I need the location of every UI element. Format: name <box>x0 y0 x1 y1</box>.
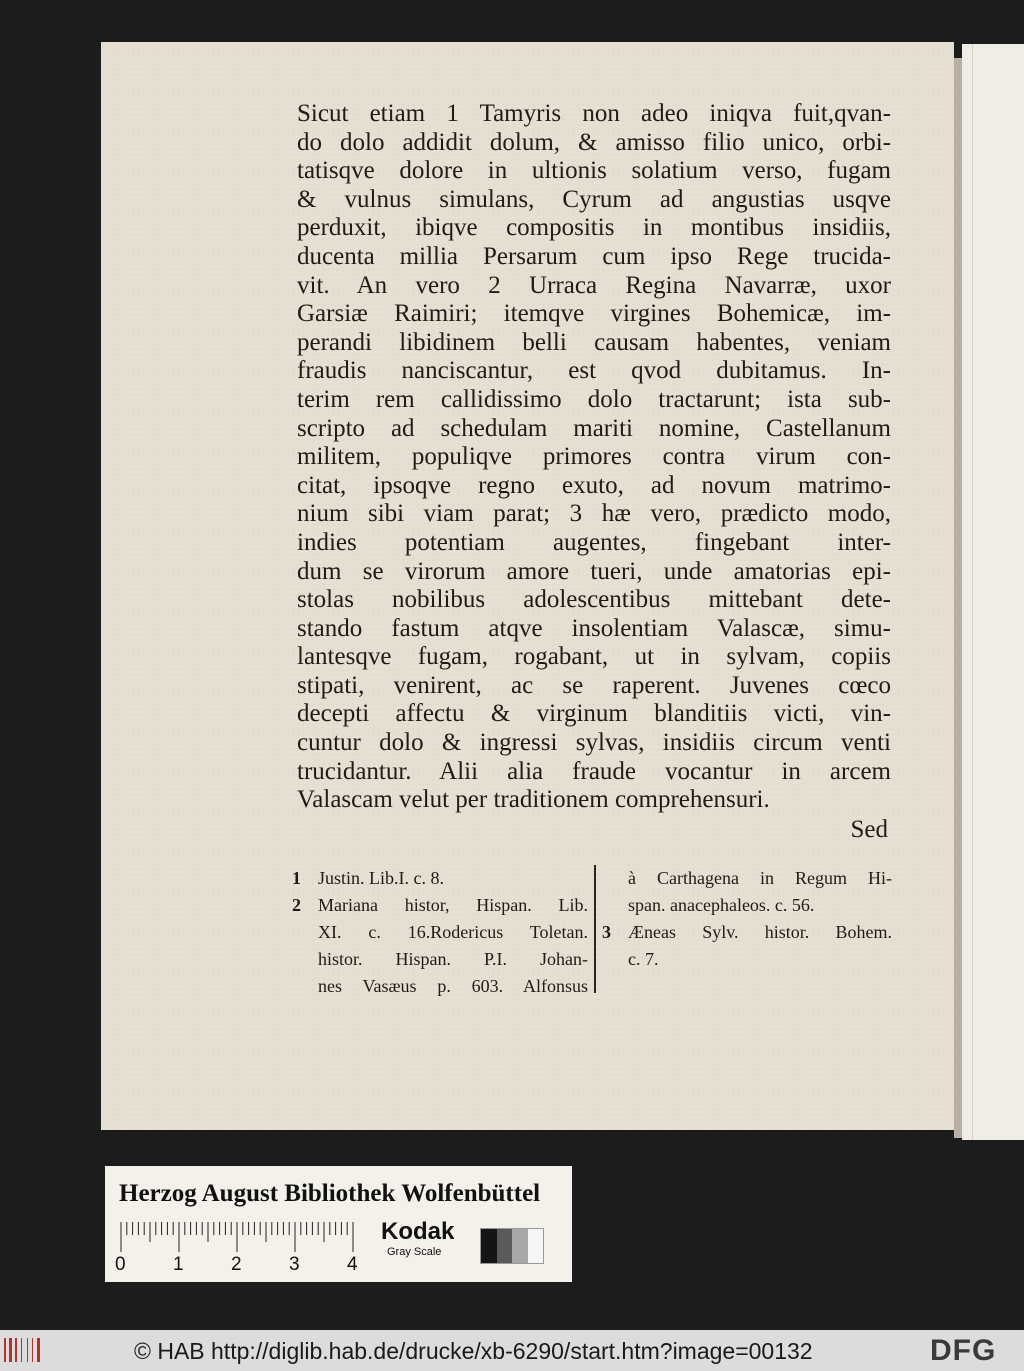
footnote-text: Justin. Lib.I. c. 8. <box>318 868 444 888</box>
text-line: do dolo addidit dolum, & amisso filio unico, orbi- <box>297 128 891 156</box>
ruler-label: 2 <box>231 1254 242 1275</box>
text-line: scripto ad schedulam mariti nomine, Castellanum <box>297 414 891 442</box>
text-line: citat, ipsoqve regno exuto, ad novum matrimo- <box>297 471 891 499</box>
barcode-logo-icon <box>4 1336 48 1364</box>
text-line: decepti affectu & virginum blanditiis victi, vin- <box>297 700 891 728</box>
footnote-number: 3 <box>602 922 611 942</box>
library-name: Herzog August Bibliothek Wolfenbüttel <box>119 1180 541 1207</box>
text-line: trucidantur. Alii alia fraude vocantur in arcem <box>297 757 891 785</box>
footnote-column-rule <box>594 865 596 993</box>
footnote-text: nes Vasæus p. 603. Alfonsus <box>318 976 588 996</box>
footnote-text: Mariana histor, Hispan. Lib. <box>318 895 588 915</box>
footnote-line <box>292 865 588 892</box>
logo-bar <box>37 1338 40 1362</box>
logo-bar <box>9 1338 12 1362</box>
logo-bar <box>21 1338 22 1362</box>
ruler-label: 0 <box>115 1254 126 1275</box>
footnote-number: 2 <box>292 895 301 915</box>
text-line: lantesqve fugam, rogabant, ut in sylvam, copiis <box>297 643 891 671</box>
logo-bar <box>32 1338 33 1362</box>
text-line: perandi libidinem belli causam habentes, veniam <box>297 328 891 356</box>
footnote-line <box>292 919 588 946</box>
footnote-text: span. anacephaleos. c. 56. <box>628 895 815 915</box>
dfg-logo: DFG <box>930 1334 997 1367</box>
footnote-text: c. 7. <box>628 949 659 969</box>
footnote-text: à Carthagena in Regum Hi- <box>628 868 892 888</box>
text-line: perduxit, ibiqve compositis in montibus insidiis, <box>297 214 891 242</box>
text-line: terim rem callidissimo dolo tractarunt; ista sub- <box>297 385 891 413</box>
book-spine <box>954 58 962 1138</box>
scale-ruler <box>119 1218 364 1258</box>
text-line: cuntur dolo & ingressi sylvas, insidiis circum venti <box>297 729 891 757</box>
text-line: indies potentiam augentes, fingebant inter- <box>297 528 891 556</box>
text-line: Sicut etiam 1 Tamyris non adeo iniqva fuit,qvan- <box>297 100 891 127</box>
text-line: dum se virorum amore tueri, unde amatorias epi- <box>297 557 891 585</box>
ruler-label: 4 <box>347 1254 358 1275</box>
footnote-line <box>292 973 588 1000</box>
footnotes-right-column <box>602 865 892 973</box>
logo-bar <box>15 1338 17 1362</box>
gray-swatch <box>512 1229 528 1263</box>
footnote-line <box>602 919 892 946</box>
footnote-line <box>602 892 892 919</box>
footnote-line <box>292 892 588 919</box>
text-line: stolas nobilibus adolescentibus mittebant dete- <box>297 586 891 614</box>
logo-bar <box>27 1338 28 1362</box>
footnote-text: Æneas Sylv. histor. Bohem. <box>628 922 892 942</box>
text-line: vit. An vero 2 Urraca Regina Navarræ, uxor <box>297 271 891 299</box>
ruler-label: 1 <box>173 1254 184 1275</box>
text-line: stipati, venirent, ac se raperent. Juvenes cœco <box>297 671 891 699</box>
catchword: Sed <box>850 816 888 843</box>
footnote-text: histor. Hispan. P.I. Johan- <box>318 949 588 969</box>
text-line: ducenta millia Persarum cum ipso Rege trucida- <box>297 242 891 270</box>
footnotes-left-column <box>292 865 588 1000</box>
logo-bar <box>4 1338 6 1362</box>
gray-swatch <box>497 1229 513 1263</box>
gray-swatch <box>528 1229 544 1263</box>
body-text <box>297 100 891 815</box>
footnote-line <box>602 865 892 892</box>
kodak-logo: Kodak <box>381 1218 455 1245</box>
text-line: militem, populiqve primores contra virum con- <box>297 443 891 471</box>
footnote-line <box>602 946 892 973</box>
footer-bar <box>0 1330 1024 1371</box>
ruler-label: 3 <box>289 1254 300 1275</box>
gray-scale-label: Gray Scale <box>387 1246 442 1258</box>
color-calibration-card <box>105 1166 572 1282</box>
footnote-line <box>292 946 588 973</box>
text-line: & vulnus simulans, Cyrum ad angustias usqve <box>297 185 891 213</box>
footnote-text: XI. c. 16.Rodericus Toletan. <box>318 922 588 942</box>
text-line: Garsiæ Raimiri; itemqve virgines Bohemicæ, im- <box>297 300 891 328</box>
text-line: stando fastum atqve insolentiam Valascæ, simu- <box>297 614 891 642</box>
text-line: tatisqve dolore in ultionis solatium verso, fugam <box>297 157 891 185</box>
footnote-number: 1 <box>292 868 301 888</box>
gray-scale-swatches <box>480 1228 544 1264</box>
copyright-url[interactable]: © HAB http://diglib.hab.de/drucke/xb-6290/start.htm?image=00132 <box>134 1338 813 1364</box>
gray-swatch <box>481 1229 497 1263</box>
facing-page-edge <box>962 44 1024 1140</box>
text-line: nium sibi viam parat; 3 hæ vero, prædicto modo, <box>297 500 891 528</box>
text-line: fraudis nanciscantur, est qvod dubitamus. In- <box>297 357 891 385</box>
text-line: Valascam velut per traditionem comprehensuri. <box>297 786 770 814</box>
